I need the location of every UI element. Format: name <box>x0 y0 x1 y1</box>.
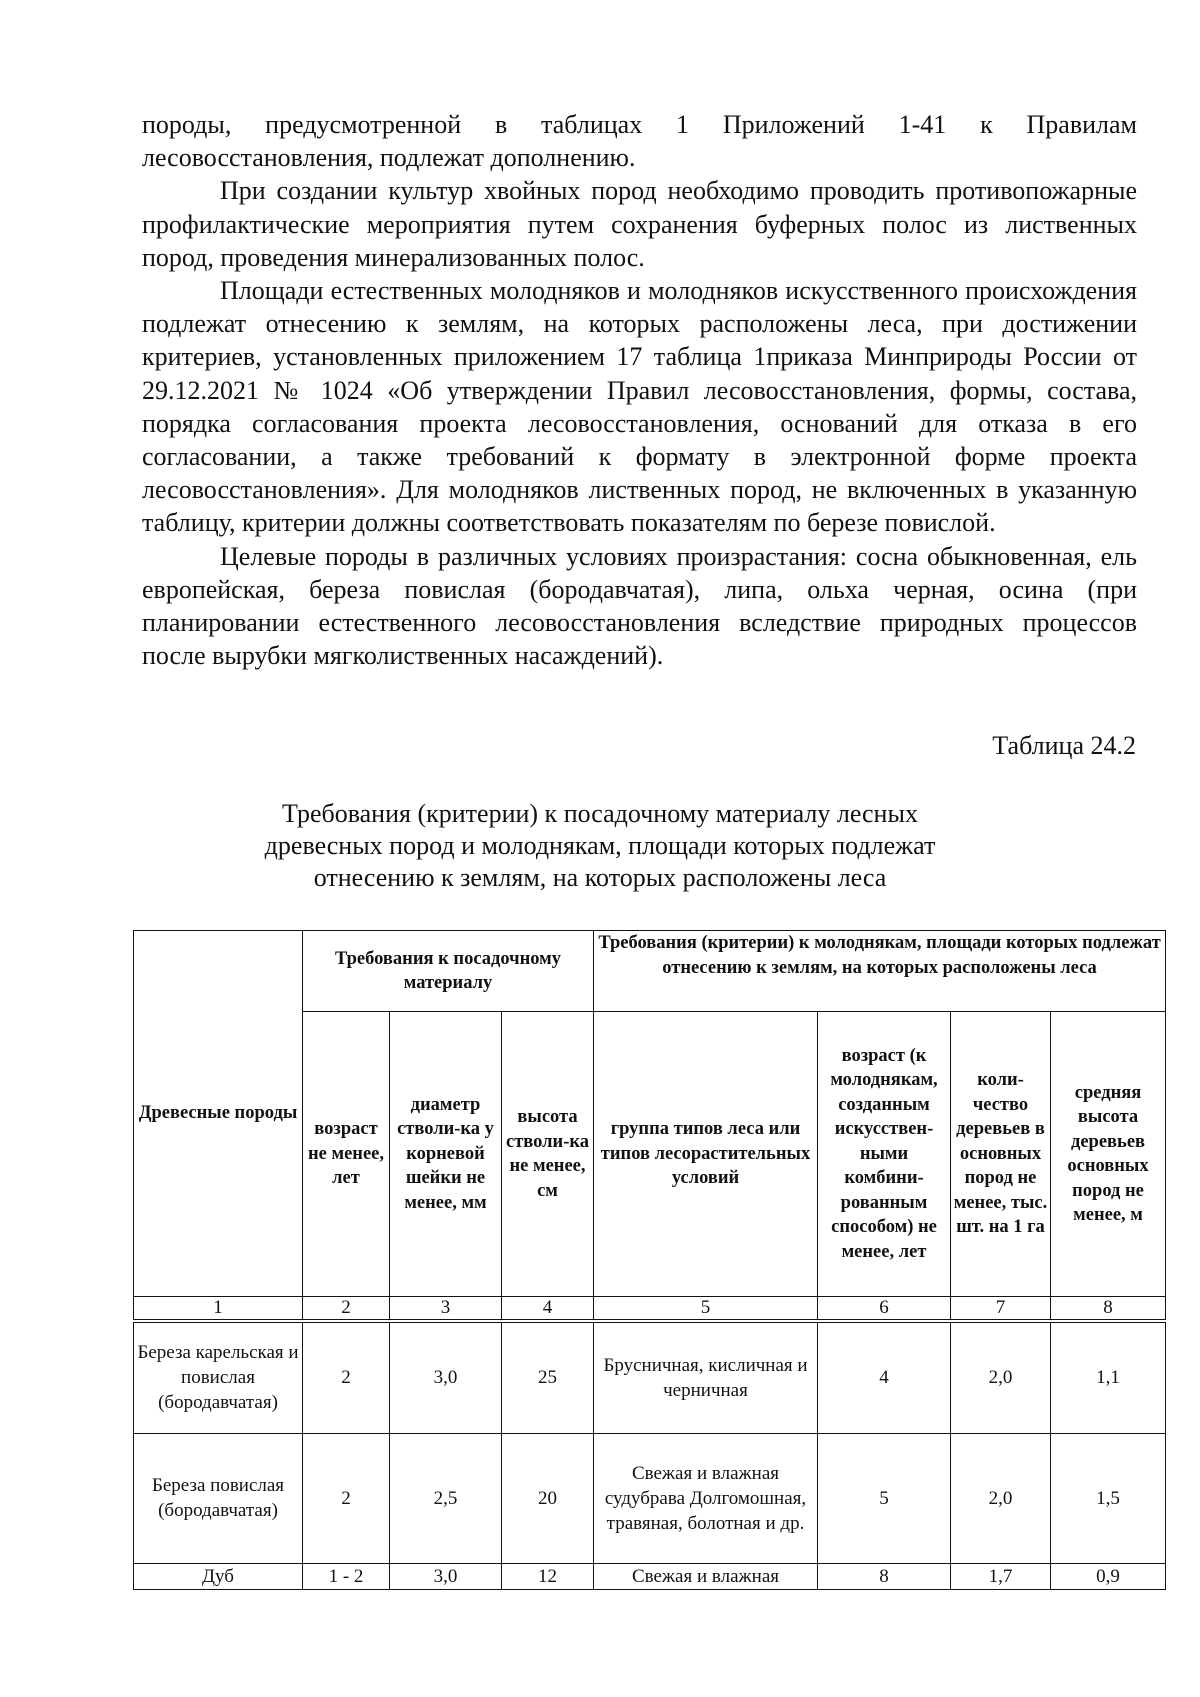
header-height: высота стволи-ка не менее, см <box>502 1012 594 1297</box>
table-row <box>134 1321 1166 1433</box>
cell-forest-type: Свежая и влажная <box>594 1563 818 1589</box>
paragraph: Целевые породы в различных условиях произрастания: сосна обыкновенная, ель европейская, береза повислая (бородавчатая), липа, ольха черная, осина (при планировании естественного лесовосстановления вследствие природных процессов после вырубки мягколиственных насаждений). <box>142 541 1137 671</box>
cell-height: 12 <box>502 1563 594 1589</box>
cell-tree-count: 2,0 <box>951 1433 1051 1563</box>
column-number: 2 <box>303 1297 390 1322</box>
cell-height: 25 <box>502 1321 594 1433</box>
paragraph: породы, предусмотренной в таблицах 1 Приложений 1-41 к Правилам лесовосстановления, подлежат дополнению. <box>142 110 1137 173</box>
cell-age: 2 <box>303 1433 390 1563</box>
header-young-age: возраст (к молоднякам, созданным искусствен-ными комбини-рованным способом) не менее, лет <box>818 1012 951 1297</box>
cell-age: 1 - 2 <box>303 1563 390 1589</box>
column-number: 3 <box>390 1297 502 1322</box>
header-avg-height: средняя высота деревьев основных пород не менее, м <box>1051 1012 1166 1297</box>
cell-species: Береза карельская и повислая (бородавчатая) <box>134 1321 303 1433</box>
column-number: 1 <box>134 1297 303 1322</box>
column-number: 4 <box>502 1297 594 1322</box>
header-age: возраст не менее, лет <box>303 1012 390 1297</box>
column-number: 5 <box>594 1297 818 1322</box>
header-forest-type: группа типов леса или типов лесорастительных условий <box>594 1012 818 1297</box>
column-number: 7 <box>951 1297 1051 1322</box>
cell-forest-type: Брусничная, кисличная и черничная <box>594 1321 818 1433</box>
table-row <box>134 1563 1166 1589</box>
cell-forest-type: Свежая и влажная судубрава Долгомошная, травяная, болотная и др. <box>594 1433 818 1563</box>
cell-young-age: 8 <box>818 1563 951 1589</box>
cell-age: 2 <box>303 1321 390 1433</box>
header-diameter: диаметр стволи-ка у корневой шейки не менее, мм <box>390 1012 502 1297</box>
cell-young-age: 4 <box>818 1321 951 1433</box>
cell-avg-height: 1,1 <box>1051 1321 1166 1433</box>
cell-diameter: 3,0 <box>390 1321 502 1433</box>
body-text <box>142 108 1137 672</box>
cell-height: 20 <box>502 1433 594 1563</box>
cell-species: Дуб <box>134 1563 303 1589</box>
cell-tree-count: 1,7 <box>951 1563 1051 1589</box>
header-group-young: Требования (критерии) к молоднякам, площади которых подлежат отнесению к землям, на которых расположены леса <box>594 931 1166 1012</box>
cell-avg-height: 1,5 <box>1051 1433 1166 1563</box>
table-label: Таблица 24.2 <box>992 731 1136 760</box>
header-species: Древесные породы <box>134 931 303 1297</box>
paragraph: Площади естественных молодняков и молодняков искусственного происхождения подлежат отнесению к землям, на которых расположены леса, при достижении критериев, установленных приложением 17 таблица 1приказа Минприроды России от 29.12.2021 № 1024 «Об утверждении Правил лесовосстановления, формы, состава, порядка согласования проекта лесовосстановления, оснований для отказа в его согласовании, а также требований к формату в электронной форме проекта лесовосстановления». Для молодняков лиственных пород, не включенных в указанную таблицу, критерии должны соответствовать показателям по березе повислой. <box>142 276 1137 538</box>
cell-diameter: 2,5 <box>390 1433 502 1563</box>
column-number: 6 <box>818 1297 951 1322</box>
cell-diameter: 3,0 <box>390 1563 502 1589</box>
header-tree-count: коли-чество деревьев в основных пород не менее, тыс. шт. на 1 га <box>951 1012 1051 1297</box>
table-row <box>134 1433 1166 1563</box>
cell-avg-height: 0,9 <box>1051 1563 1166 1589</box>
column-number: 8 <box>1051 1297 1166 1322</box>
cell-young-age: 5 <box>818 1433 951 1563</box>
paragraph: При создании культур хвойных пород необходимо проводить противопожарные профилактические мероприятия путем сохранения буферных полос из лиственных пород, проведения минерализованных полос. <box>142 176 1137 272</box>
cell-species: Береза повислая (бородавчатая) <box>134 1433 303 1563</box>
table-title: Требования (критерии) к посадочному материалу лесных древесных пород и молоднякам, площади которых подлежат отнесению к землям, на которых расположены леса <box>264 799 936 892</box>
cell-tree-count: 2,0 <box>951 1321 1051 1433</box>
header-group-planting: Требования к посадочному материалу <box>303 931 594 1012</box>
criteria-table <box>133 930 1166 1590</box>
